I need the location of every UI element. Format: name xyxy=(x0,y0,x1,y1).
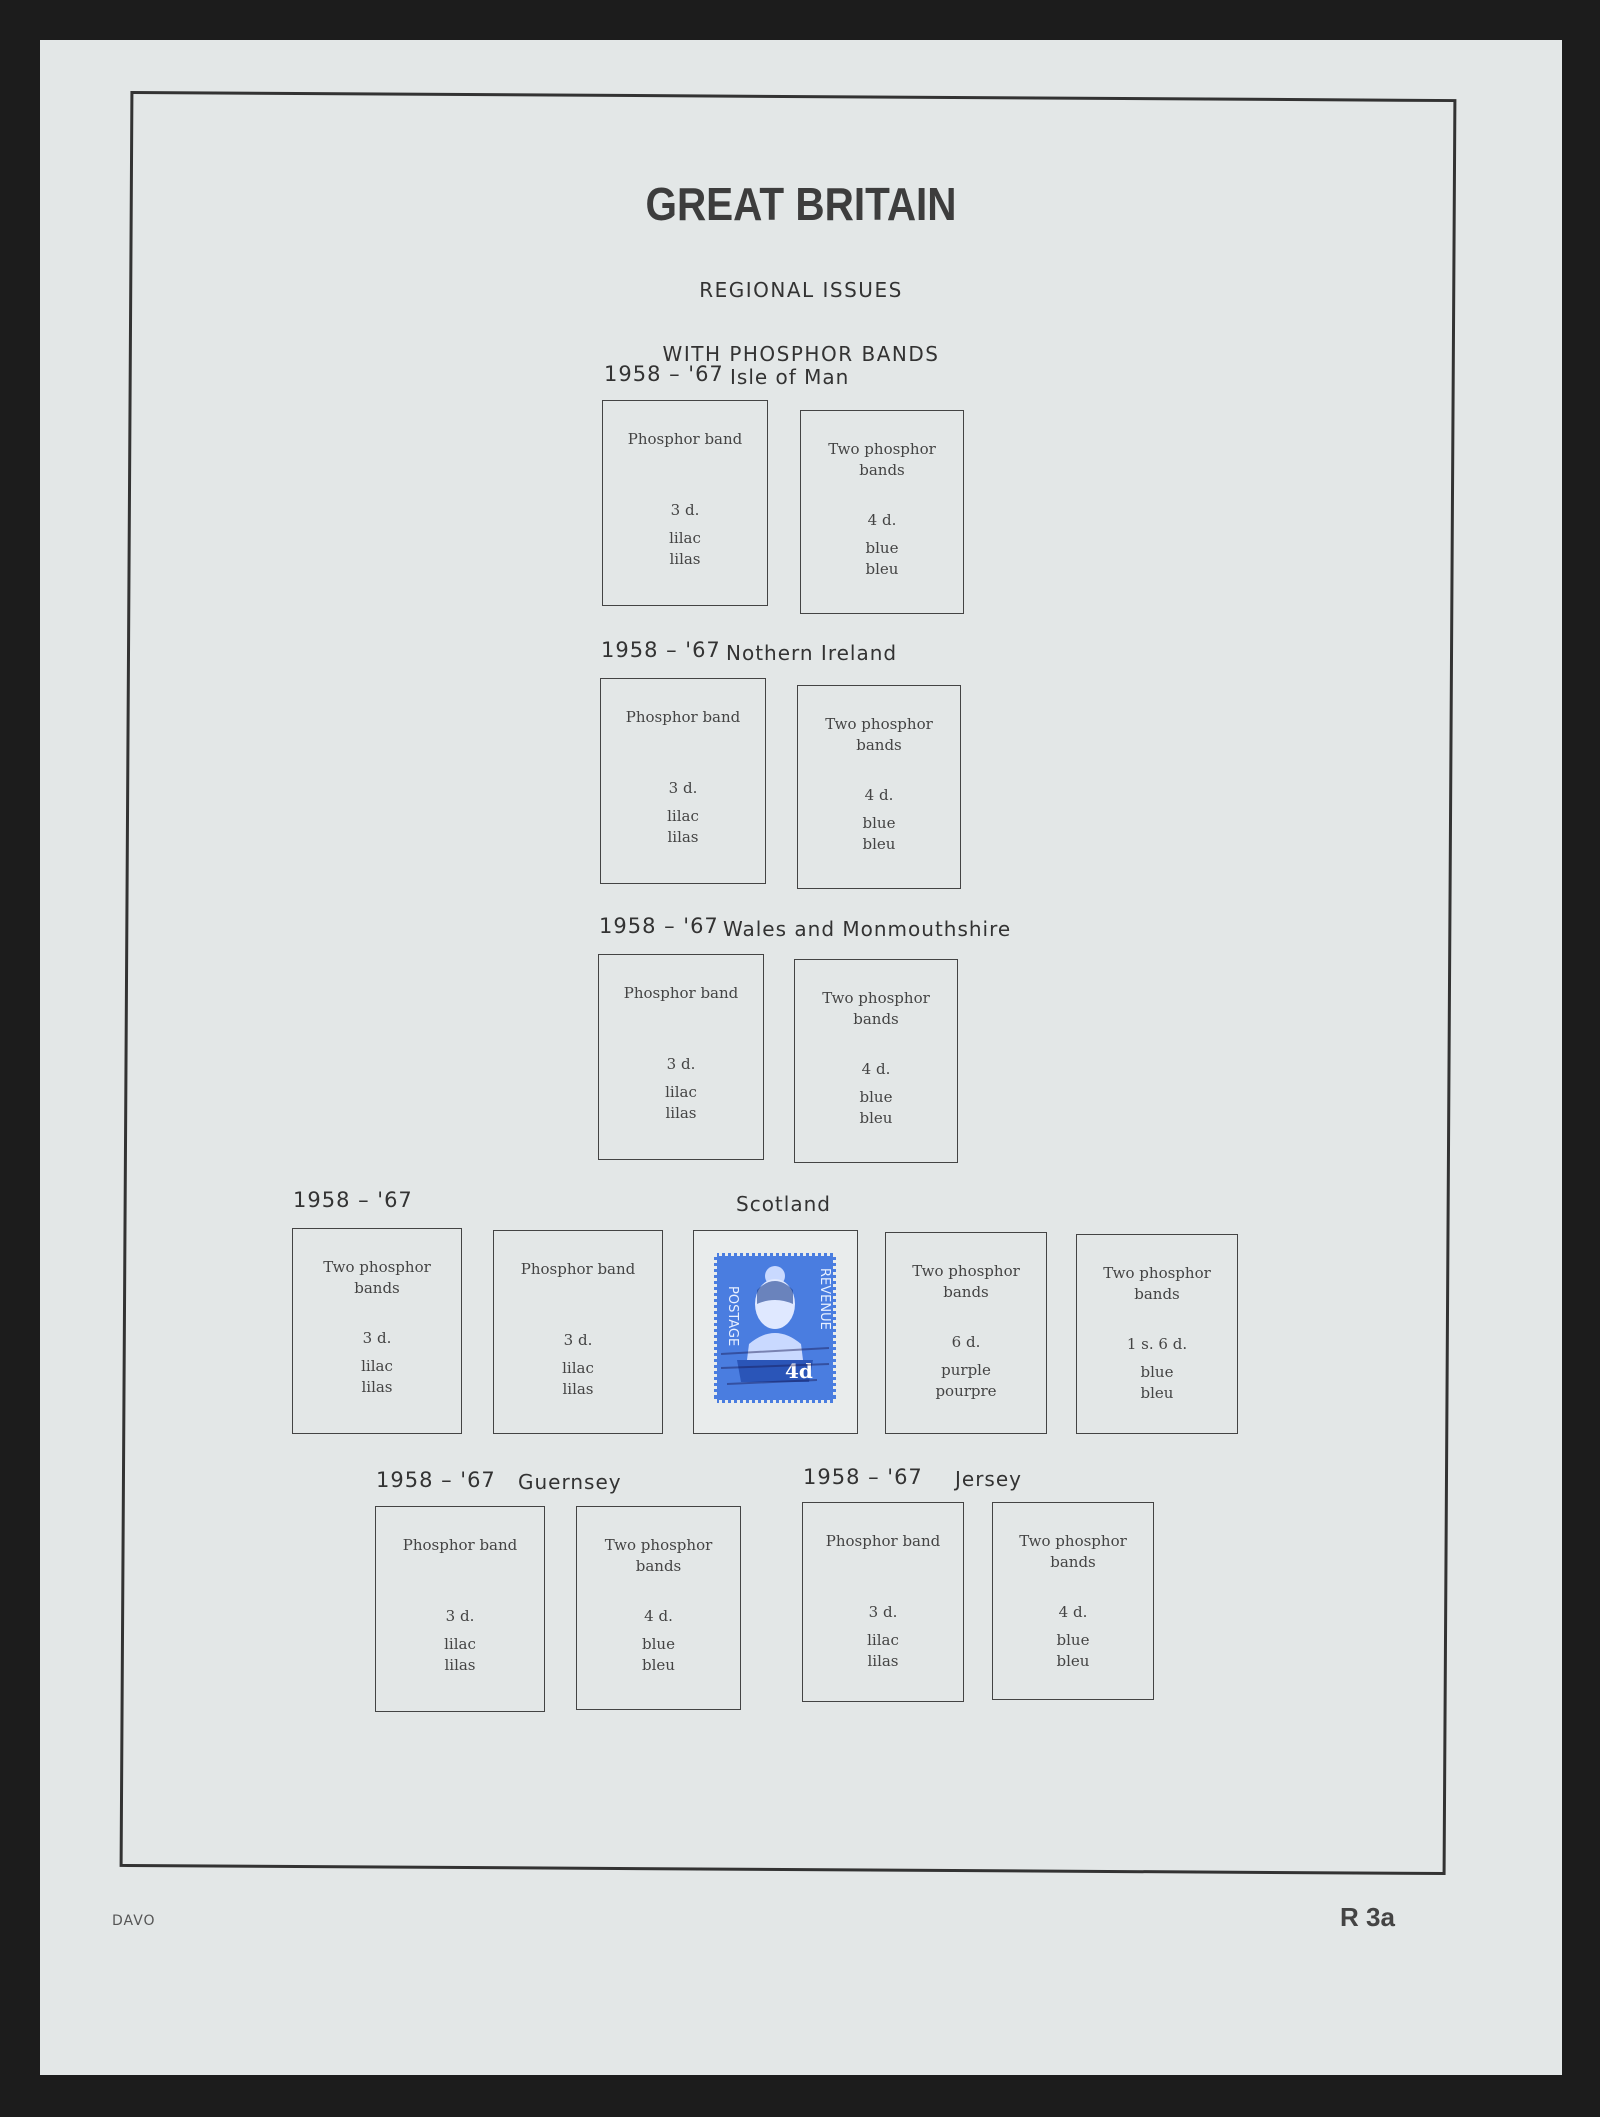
denomination: 4 d. xyxy=(867,511,897,529)
denomination: 3 d. xyxy=(445,1607,475,1625)
queen-portrait-icon xyxy=(717,1256,833,1400)
band-label: Two phosphor bands xyxy=(912,1262,1020,1301)
denomination: 1 s. 6 d. xyxy=(1126,1335,1188,1353)
section-name-guernsey: Guernsey xyxy=(518,1470,622,1494)
denomination: 4 d. xyxy=(864,786,894,804)
denomination: 3 d. xyxy=(563,1331,593,1349)
section-year-jersey: 1958 – '67 xyxy=(803,1465,923,1489)
denomination: 3 d. xyxy=(868,1603,898,1621)
stamp-space-scotland-6d xyxy=(885,1232,1047,1434)
stamp-space-wales-4d xyxy=(794,959,958,1163)
color-fr: bleu xyxy=(862,835,896,853)
stamp-space-scotland-3d-one-band xyxy=(493,1230,663,1434)
color-fr: lilas xyxy=(444,1656,476,1674)
color-en: blue xyxy=(865,539,899,557)
stamp-value: 4d xyxy=(785,1359,813,1383)
page-title: GREAT BRITAIN xyxy=(645,178,957,230)
color-fr: lilas xyxy=(667,828,699,846)
stamp-left-text: POSTAGE xyxy=(725,1286,740,1347)
color-fr: pourpre xyxy=(935,1382,997,1400)
color-en: blue xyxy=(1140,1363,1174,1381)
color-en: blue xyxy=(859,1088,893,1106)
stamp-space-scotland-4d-mounted xyxy=(693,1230,858,1434)
color-en: lilac xyxy=(562,1359,594,1377)
postage-stamp-4d xyxy=(714,1253,836,1403)
band-label: Phosphor band xyxy=(625,708,741,726)
page-subtitle-phosphor: WITH PHOSPHOR BANDS xyxy=(662,342,940,366)
section-name-scotland: Scotland xyxy=(736,1192,831,1216)
section-name-jersey: Jersey xyxy=(955,1467,1022,1491)
band-label: Two phosphor bands xyxy=(1103,1264,1211,1303)
band-label: Two phosphor bands xyxy=(1019,1532,1127,1571)
section-year-guernsey: 1958 – '67 xyxy=(376,1468,496,1492)
album-page xyxy=(40,40,1562,2075)
color-fr: bleu xyxy=(1056,1652,1090,1670)
stamp-space-scotland-3d-two-bands xyxy=(292,1228,462,1434)
stamp-space-guernsey-4d xyxy=(576,1506,741,1710)
section-name-isle-of-man: Isle of Man xyxy=(730,365,850,389)
denomination: 4 d. xyxy=(1058,1603,1088,1621)
color-fr: lilas xyxy=(665,1104,697,1122)
color-fr: lilas xyxy=(669,550,701,568)
color-en: purple xyxy=(941,1361,991,1379)
denomination: 4 d. xyxy=(861,1060,891,1078)
color-en: lilac xyxy=(444,1635,476,1653)
color-fr: lilas xyxy=(562,1380,594,1398)
color-fr: bleu xyxy=(859,1109,893,1127)
color-fr: lilas xyxy=(361,1378,393,1396)
color-en: lilac xyxy=(665,1083,697,1101)
stamp-space-jersey-3d xyxy=(802,1502,964,1702)
denomination: 4 d. xyxy=(644,1607,673,1625)
stamp-space-ni-4d xyxy=(797,685,961,889)
section-year-wales: 1958 – '67 xyxy=(599,914,719,938)
section-year-northern-ireland: 1958 – '67 xyxy=(601,638,721,662)
band-label: Two phosphor bands xyxy=(323,1258,431,1297)
band-label: Two phosphor bands xyxy=(828,440,936,479)
denomination: 3 d. xyxy=(362,1329,392,1347)
stamp-space-wales-3d xyxy=(598,954,764,1160)
band-label: Phosphor band xyxy=(402,1536,518,1554)
page-number: R 3a xyxy=(1340,1902,1395,1932)
section-year-scotland: 1958 – '67 xyxy=(293,1188,413,1212)
stamp-space-guernsey-3d xyxy=(375,1506,545,1712)
band-label: Phosphor band xyxy=(825,1532,941,1550)
publisher-mark: DAVO xyxy=(112,1913,156,1929)
color-en: lilac xyxy=(669,529,701,547)
section-name-wales: Wales and Monmouthshire xyxy=(723,917,1012,941)
section-year-isle-of-man: 1958 – '67 xyxy=(604,362,724,386)
stamp-space-ni-3d xyxy=(600,678,766,884)
denomination: 3 d. xyxy=(668,779,698,797)
color-en: blue xyxy=(1056,1631,1090,1649)
color-en: lilac xyxy=(867,1631,899,1649)
color-en: lilac xyxy=(667,807,699,825)
color-en: blue xyxy=(642,1635,675,1653)
band-label: Two phosphor bands xyxy=(604,1536,713,1575)
stamp-space-scotland-1s6d xyxy=(1076,1234,1238,1434)
color-fr: bleu xyxy=(1140,1384,1174,1402)
stamp-space-jersey-4d xyxy=(992,1502,1154,1700)
section-name-northern-ireland: Nothern Ireland xyxy=(726,641,898,665)
denomination: 3 d. xyxy=(670,501,700,519)
stamp-space-iom-3d xyxy=(602,400,768,606)
band-label: Phosphor band xyxy=(520,1260,636,1278)
page-subtitle: REGIONAL ISSUES xyxy=(699,278,903,302)
color-en: lilac xyxy=(361,1357,393,1375)
band-label: Two phosphor bands xyxy=(825,715,933,754)
color-fr: bleu xyxy=(865,560,899,578)
band-label: Phosphor band xyxy=(627,430,743,448)
stamp-space-iom-4d xyxy=(800,410,964,614)
band-label: Phosphor band xyxy=(623,984,739,1002)
band-label: Two phosphor bands xyxy=(822,989,930,1028)
denomination: 6 d. xyxy=(951,1333,981,1351)
color-fr: lilas xyxy=(867,1652,899,1670)
denomination: 3 d. xyxy=(666,1055,696,1073)
stamp-right-text: REVENUE xyxy=(817,1268,832,1330)
color-en: blue xyxy=(862,814,896,832)
color-fr: bleu xyxy=(642,1656,675,1674)
